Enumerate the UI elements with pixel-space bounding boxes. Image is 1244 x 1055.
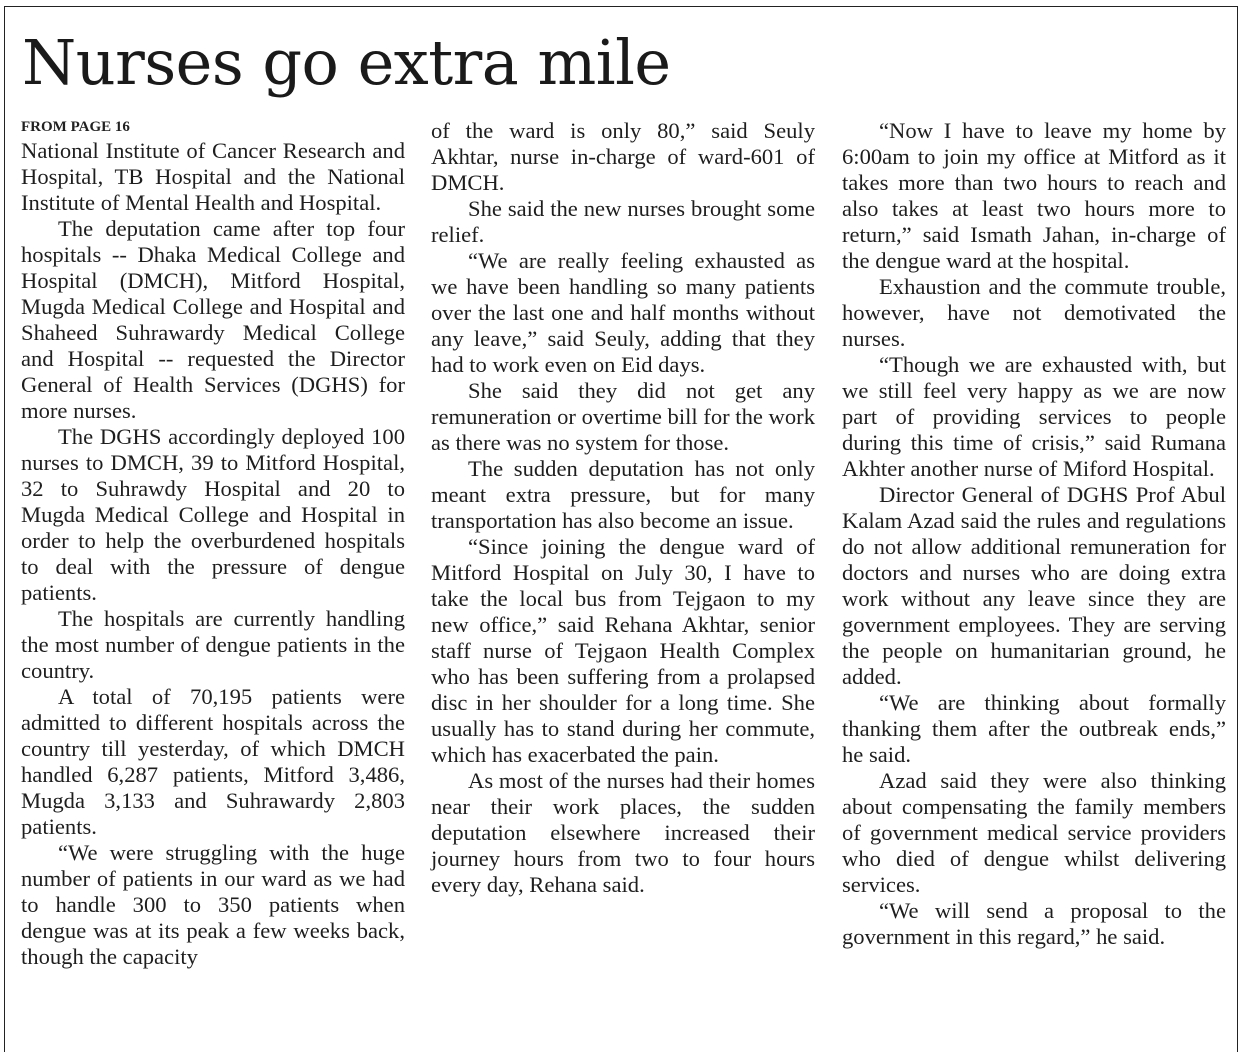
paragraph: Director General of DGHS Prof Abul Kalam Azad said the rules and regulations do not allow additional remuneration for doctors and nurses who are doing extra work without any leave since they are government employees. They are serving the people on humanitarian ground, he added. (842, 482, 1226, 689)
paragraph: Exhaustion and the commute trouble, however, have not demotivated the nurses. (842, 274, 1226, 351)
paragraph: “Now I have to leave my home by 6:00am to join my office at Mitford as it takes more than two hours to reach and also takes at least two hours more to return,” said Ismath Jahan, in-charge of the dengue ward at the hospital. (842, 118, 1226, 273)
paragraph: “We are thinking about formally thanking them after the outbreak ends,” he said. (842, 690, 1226, 767)
paragraph: “We are really feeling exhausted as we have been handling so many patients over the last one and half months without any leave,” said Seuly, adding that they had to work even on Eid days. (431, 248, 815, 377)
paragraph: “Since joining the dengue ward of Mitford Hospital on July 30, I have to take the local bus from Tejgaon to my new office,” said Rehana Akhtar, senior staff nurse of Tejgaon Health Complex who has been suffering from a prolapsed disc in her shoulder for a long time. She usually has to stand during her commute, which has exacerbated the pain. (431, 534, 815, 767)
paragraph: She said the new nurses brought some relief. (431, 196, 815, 247)
paragraph: “Though we are exhausted with, but we still feel very happy as we are now part of providing services to people during this time of crisis,” said Rumana Akhter another nurse of Miford Hospital. (842, 352, 1226, 481)
paragraph: “We were struggling with the huge number of patients in our ward as we had to handle 300 to 350 patients when dengue was at its peak a few weeks back, though the capacity (21, 840, 405, 969)
paragraph: Azad said they were also thinking about compensating the family members of government medical service providers who died of dengue whilst delivering services. (842, 768, 1226, 897)
paragraph: The deputation came after top four hospitals -- Dhaka Medical College and Hospital (DMCH), Mitford Hospital, Mugda Medical College and Hospital and Shaheed Suhrawardy Medical College and Hospital -- requested the Director General of Health Services (DGHS) for more nurses. (21, 216, 405, 423)
paragraph: “We will send a proposal to the government in this regard,” he said. (842, 898, 1226, 949)
paragraph: The sudden deputation has not only meant extra pressure, but for many transportation has also become an issue. (431, 456, 815, 533)
paragraph: A total of 70,195 patients were admitted to different hospitals across the country till yesterday, of which DMCH handled 6,287 patients, Mitford 3,486, Mugda 3,133 and Suhrawardy 2,803 patients. (21, 684, 405, 839)
article-column-1 (21, 118, 405, 970)
paragraph: As most of the nurses had their homes near their work places, the sudden deputation elsewhere increased their journey hours from two to four hours every day, Rehana said. (431, 768, 815, 897)
paragraph: The hospitals are currently handling the most number of dengue patients in the country. (21, 606, 405, 683)
paragraph: The DGHS accordingly deployed 100 nurses to DMCH, 39 to Mitford Hospital, 32 to Suhrawdy Hospital and 20 to Mugda Medical College and Hospital in order to help the overburdened hospitals to deal with the pressure of dengue patients. (21, 424, 405, 605)
paragraph: She said they did not get any remuneration or overtime bill for the work as there was no system for those. (431, 378, 815, 455)
paragraph: of the ward is only 80,” said Seuly Akhtar, nurse in-charge of ward-601 of DMCH. (431, 118, 815, 195)
article-column-2 (431, 118, 815, 898)
headline: Nurses go extra mile (22, 26, 671, 99)
paragraph: National Institute of Cancer Research and Hospital, TB Hospital and the National Institute of Mental Health and Hospital. (21, 138, 405, 215)
article-column-3 (842, 118, 1226, 950)
kicker-from-page: FROM PAGE 16 (21, 119, 130, 135)
